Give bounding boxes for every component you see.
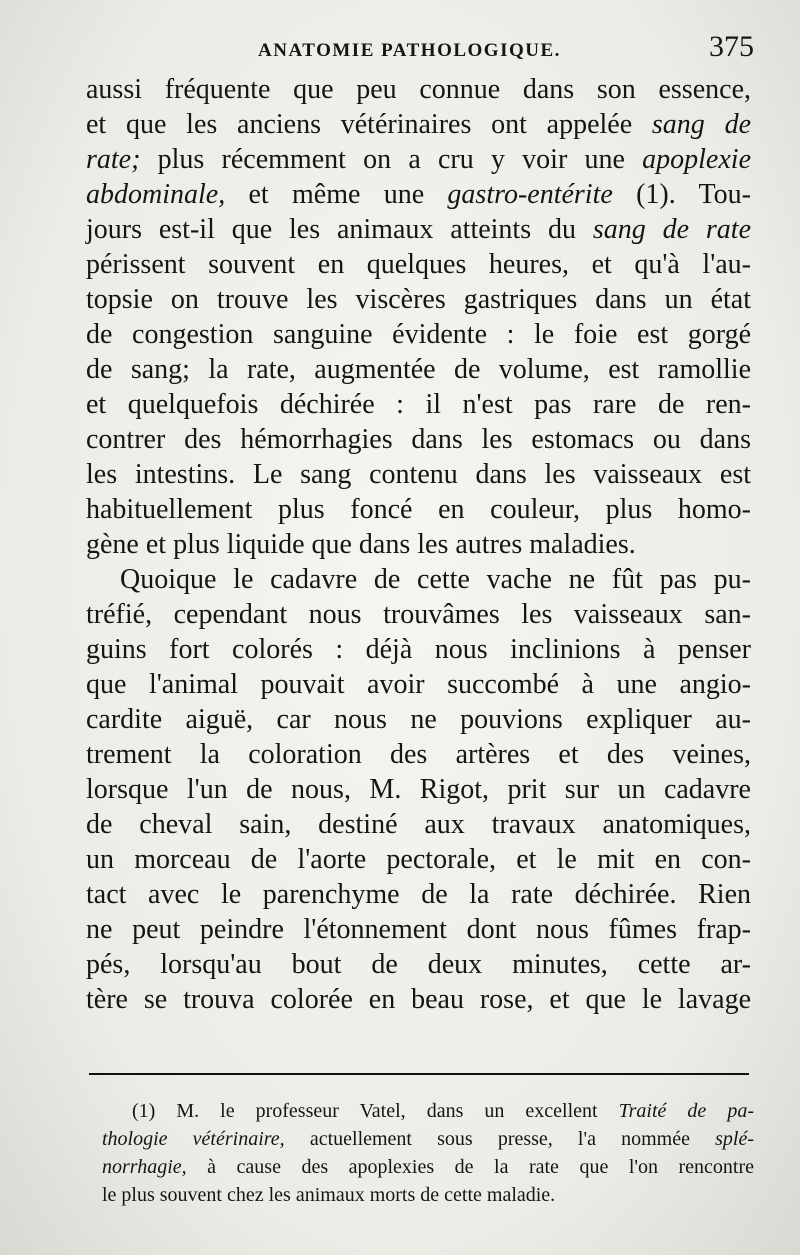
italic-run: splé- <box>715 1128 754 1150</box>
text-line <box>86 947 751 982</box>
text-run: cardite aiguë, car nous ne pouvions expliquer au- <box>86 704 751 735</box>
text-run: le plus souvent chez les animaux morts de cette maladie. <box>102 1184 556 1206</box>
italic-run: rate; <box>86 144 141 175</box>
text-line <box>86 982 751 1017</box>
text-line <box>86 842 751 877</box>
text-line <box>86 142 751 177</box>
main-text <box>86 72 751 1017</box>
text-line <box>86 282 751 317</box>
text-run: tère se trouva colorée en beau rose, et que le lavage <box>86 984 751 1015</box>
text-run: plus récemment on a cru y voir une <box>140 144 643 175</box>
footnote-line <box>102 1125 754 1153</box>
text-run: gène et plus liquide que dans les autres maladies. <box>86 529 636 560</box>
footnote-line <box>102 1181 754 1209</box>
page-number: 375 <box>709 30 754 63</box>
text-run: et quelquefois déchirée : il n'est pas rare de ren- <box>86 389 751 420</box>
text-line <box>86 912 751 947</box>
italic-run: sang de <box>651 109 751 140</box>
text-line <box>86 317 751 352</box>
text-run: et que les anciens vétérinaires ont appelée <box>86 109 652 140</box>
text-line <box>86 457 751 492</box>
text-run: ne peut peindre l'étonnement dont nous fûmes frap- <box>86 914 751 945</box>
page-header <box>88 30 758 70</box>
italic-run: gastro-entérite <box>447 179 613 210</box>
text-run: (1). Tou- <box>612 179 751 210</box>
text-run: de congestion sanguine évidente : le foie est gorgé <box>86 319 751 350</box>
text-line <box>86 72 751 107</box>
text-run: lorsque l'un de nous, M. Rigot, prit sur un cadavre <box>86 774 751 805</box>
footnote <box>102 1097 754 1209</box>
text-run: (1) M. le professeur Vatel, dans un excellent <box>132 1100 619 1122</box>
text-line <box>86 667 751 702</box>
text-run: et même une <box>225 179 448 210</box>
italic-run: apoplexie <box>642 144 751 175</box>
footnote-rule <box>89 1073 749 1075</box>
text-line <box>86 387 751 422</box>
text-line <box>86 422 751 457</box>
text-run: habituellement plus foncé en couleur, plus homo- <box>86 494 751 525</box>
text-run: contrer des hémorrhagies dans les estomacs ou dans <box>86 424 751 455</box>
text-run: de cheval sain, destiné aux travaux anatomiques, <box>86 809 751 840</box>
text-run: les intestins. Le sang contenu dans les vaisseaux est <box>86 459 751 490</box>
text-run: de sang; la rate, augmentée de volume, est ramollie <box>86 354 751 385</box>
text-line <box>86 597 751 632</box>
text-run: tact avec le parenchyme de la rate déchirée. Rien <box>86 879 751 910</box>
text-run: que l'animal pouvait avoir succombé à une angio- <box>86 669 751 700</box>
text-line <box>86 772 751 807</box>
text-run: tréfié, cependant nous trouvâmes les vaisseaux san- <box>86 599 751 630</box>
italic-run: thologie vétérinaire, <box>102 1128 285 1150</box>
text-line <box>86 177 751 212</box>
italic-run: sang de rate <box>592 214 751 245</box>
text-run: périssent souvent en quelques heures, et qu'à l'au- <box>86 249 751 280</box>
text-line <box>86 807 751 842</box>
italic-run: norrhagie, <box>102 1156 187 1178</box>
text-line <box>86 527 751 562</box>
text-line <box>86 212 751 247</box>
italic-run: Traité de pa- <box>618 1100 754 1122</box>
text-line <box>86 492 751 527</box>
text-line <box>86 562 751 597</box>
text-run: aussi fréquente que peu connue dans son essence, <box>86 74 751 105</box>
text-line <box>86 352 751 387</box>
text-line <box>86 737 751 772</box>
text-line <box>86 107 751 142</box>
text-line <box>86 632 751 667</box>
text-run: trement la coloration des artères et des veines, <box>86 739 751 770</box>
text-run: guins fort colorés : déjà nous inclinions à penser <box>86 634 751 665</box>
italic-run: abdominale, <box>86 179 226 210</box>
text-line <box>86 702 751 737</box>
text-run: un morceau de l'aorte pectorale, et le mit en con- <box>86 844 751 875</box>
text-run: topsie on trouve les viscères gastriques dans un état <box>86 284 751 315</box>
footnote-line <box>102 1153 754 1181</box>
text-run: jours est-il que les animaux atteints du <box>86 214 593 245</box>
text-run: Quoique le cadavre de cette vache ne fût pas pu- <box>120 564 751 595</box>
running-head: ANATOMIE PATHOLOGIQUE. <box>258 40 561 61</box>
text-run: pés, lorsqu'au bout de deux minutes, cette ar- <box>86 949 751 980</box>
text-line <box>86 877 751 912</box>
text-run: actuellement sous presse, l'a nommée <box>284 1128 716 1150</box>
text-line <box>86 247 751 282</box>
footnote-line <box>102 1097 754 1125</box>
text-run: à cause des apoplexies de la rate que l'on rencontre <box>186 1156 754 1178</box>
